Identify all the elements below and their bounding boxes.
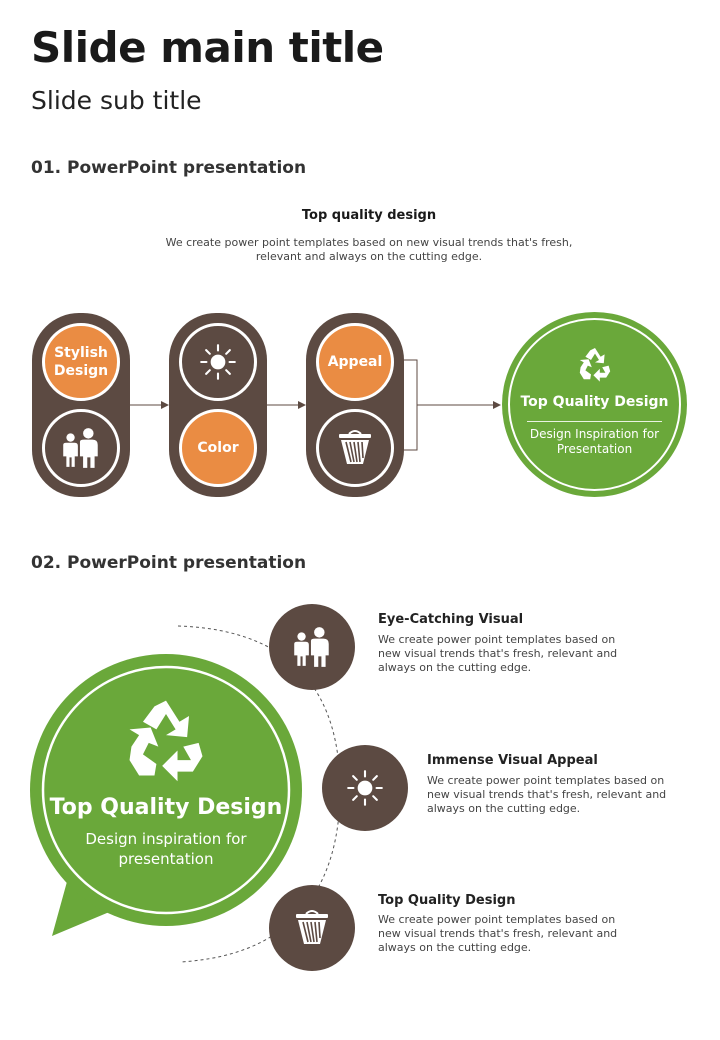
family-circle [42, 409, 120, 487]
item-2-title: Immense Visual Appeal [427, 753, 598, 768]
item-3-title: Top Quality Design [378, 893, 516, 908]
bubble-text: Design inspiration for presentation [85, 830, 247, 868]
result-text: Design Inspiration for Presentation [529, 427, 660, 456]
item-2-icon-circle [322, 745, 408, 831]
pill-color [169, 313, 267, 497]
result-title: Top Quality Design [520, 394, 669, 410]
pill-stylish-design [32, 313, 130, 497]
section-1-intro-text: We create power point templates based on new visual trends that's fresh, relevant and always on the cutting edge. [165, 236, 573, 263]
result-divider [527, 421, 662, 422]
bubble-title: Top Quality Design [49, 795, 283, 820]
color-circle [179, 409, 257, 487]
appeal-circle [316, 323, 394, 401]
basket-icon [292, 908, 332, 948]
sun-icon [344, 767, 386, 809]
item-2-text: We create power point templates based on new visual trends that's fresh, relevant and always on the cutting edge. [427, 774, 667, 815]
family-icon [58, 425, 104, 471]
recycle-icon [575, 344, 615, 384]
item-3-text: We create power point templates based on new visual trends that's fresh, relevant and always on the cutting edge. [378, 913, 618, 954]
slide-sub-title: Slide sub title [31, 86, 202, 115]
item-1-text: We create power point templates based on new visual trends that's fresh, relevant and always on the cutting edge. [378, 633, 618, 674]
slide-main-title: Slide main title [31, 23, 384, 72]
family-icon [289, 624, 335, 670]
stylish-design-label: Stylish Design [53, 345, 109, 379]
section-1-heading: 01. PowerPoint presentation [31, 158, 307, 178]
item-1-title: Eye-Catching Visual [378, 612, 524, 627]
section-1-intro-title: Top quality design [301, 208, 437, 223]
basket-circle [316, 409, 394, 487]
appeal-label: Appeal [327, 354, 383, 370]
section-2-heading: 02. PowerPoint presentation [31, 553, 307, 573]
bracket-connector [404, 360, 417, 450]
item-1-icon-circle [269, 604, 355, 690]
sun-icon [197, 341, 239, 383]
top-quality-result-circle [502, 312, 687, 497]
item-3-icon-circle [269, 885, 355, 971]
stylish-design-circle [42, 323, 120, 401]
color-label: Color [197, 440, 239, 456]
sun-circle [179, 323, 257, 401]
pill-appeal [306, 313, 404, 497]
basket-icon [335, 428, 375, 468]
